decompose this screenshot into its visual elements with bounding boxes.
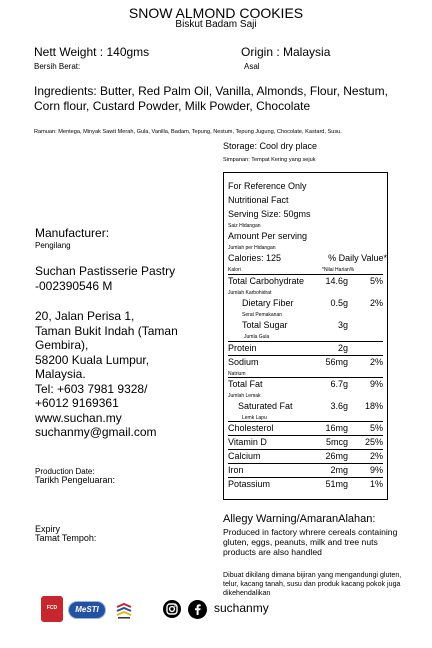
daily-value-header: % Daily Value* — [328, 253, 387, 263]
divider — [228, 377, 383, 378]
fat-my: Jumlah Lemak — [228, 393, 261, 399]
nett-weight-my: Bersih Berat: — [34, 62, 81, 71]
address-line: Taman Bukit Indah (Taman — [35, 323, 178, 338]
saturated-fat-my: Lemk Lapu — [242, 415, 267, 421]
instagram-icon — [163, 600, 181, 618]
divider — [228, 435, 383, 436]
fcd-logo: FCD — [41, 596, 63, 622]
allergy-title: Allegy Warning/AmaranAlahan: — [223, 513, 376, 525]
social-handle: suchanmy — [214, 601, 269, 615]
daily-value-header-my: *Nilai Harian% — [322, 267, 355, 273]
serving-size-my: Saiz Hidangan — [228, 223, 261, 229]
expiry-label: Expiry — [35, 524, 61, 534]
divider — [228, 341, 383, 342]
storage: Storage: Cool dry place — [223, 141, 318, 151]
kkm-emblem-icon — [114, 601, 134, 621]
website: www.suchan.my — [35, 410, 122, 425]
address-line: Malaysia. — [35, 367, 86, 381]
email: suchanmy@gmail.com — [35, 425, 157, 439]
amount-per-serving-my: Jumlah per Hidangan — [228, 245, 276, 251]
mesti-logo: MeSTI — [68, 601, 106, 619]
ingredients-my: Ramuan: Mentega, Minyak Sawit Merah, Gula, Vanilla, Badam, Tepung, Nestum, Tepung Jugung, Chocolate, Kastard, Susu. — [34, 129, 342, 135]
company-name: Suchan Pastisserie Pastry — [35, 264, 176, 278]
facebook-icon — [188, 600, 207, 619]
company-address — [35, 309, 178, 440]
allergy-text: Produced in factory whrere cereals containing gluten, eggs, peanuts, milk and tree nuts products are also handled — [223, 527, 398, 557]
carbohydrate-my: Jumlah Karbohidrat — [228, 290, 272, 296]
sodium-my: Natrium — [228, 371, 246, 377]
nett-weight: Nett Weight : 140gms — [34, 45, 150, 59]
manufacturer-label: Manufacturer: — [35, 226, 110, 240]
storage-my: Simpanan: Tempat Kering yang sejuk — [223, 157, 316, 163]
ingredients: Ingredients: Butter, Red Palm Oil, Vanilla, Almonds, Flour, Nestum, Corn flour, Custard Powder, Milk Powder, Chocolate — [34, 84, 388, 113]
company-reg: -002390546 M — [35, 279, 113, 293]
divider — [228, 355, 383, 356]
product-title: SNOW ALMOND COOKIES — [128, 5, 304, 21]
address-line: 58200 Kuala Lumpur, — [35, 352, 150, 367]
production-date-label: Production Date: — [35, 467, 95, 476]
fiber-my: Serat Pemakanan — [242, 312, 283, 318]
divider — [228, 274, 383, 275]
calories-my: Kalori — [228, 267, 241, 273]
phone-line: +6012 9169361 — [35, 396, 119, 410]
nutrition-facts-panel: For Reference Only Nutritional Fact Serving Size: 50gms Saiz Hidangan Amount Per serving Jumlah per Hidangan Calories: 125 % Daily Value* Kalori *Nilai Harian% Total Carbohydrate 14.6g 5% Jumlah Karbohidrat Dietary Fiber 0.5g 2% Serat Pemakanan Total Sugar 3g Jumla Gula Protein 2g Sodium 56mg 2% Natrium Total Fat 6.7g 9% Jumlah Lemak Saturated Fat 3.6g 18% Lemk Lapu Cholesterol 16mg 5% Vitamin D 5mcg 25% Calcium 26mg 2% Iron 2mg 9% Potassium 51mg 1% — [223, 172, 388, 500]
address-line: 20, Jalan Perisa 1, — [35, 309, 135, 323]
manufacturer-label-my: Pengilang — [35, 241, 71, 250]
production-date-label-my: Tarikh Pengeluaran: — [35, 475, 116, 485]
sugar-my: Jumla Gula — [244, 334, 270, 340]
origin: Origin : Malaysia — [241, 45, 331, 59]
address-line: Gembira), — [35, 338, 89, 352]
divider — [228, 463, 383, 464]
divider — [228, 449, 383, 450]
product-subtitle: Biskut Badam Saji — [175, 19, 257, 30]
phone-line: Tel: +603 7981 9328/ — [35, 381, 148, 396]
divider — [228, 421, 383, 422]
origin-my: Asal — [244, 62, 260, 71]
expiry-label-my: Tamat Tempoh: — [35, 533, 97, 543]
allergy-text-my: Dibuat dikilang dimana bijiran yang mengandungi gluten, telur, kacang tanah, susu dan produk kacang pokok juga dikehendalikan — [223, 571, 402, 597]
divider — [228, 477, 383, 478]
